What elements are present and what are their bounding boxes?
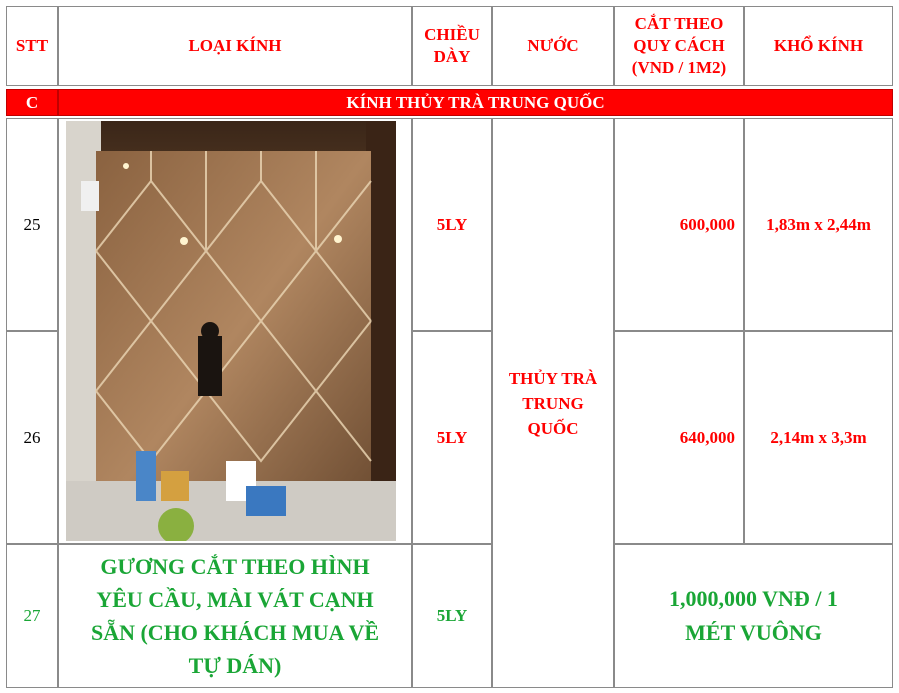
header-stt-text: STT: [15, 36, 49, 55]
section-code: [6, 89, 58, 116]
header-chieu-day: [412, 6, 492, 86]
row-25-size-text: 1,83m x 2,44m: [766, 214, 871, 234]
row-26-price-text: 640,000: [679, 427, 735, 447]
origin-cell: [492, 118, 614, 688]
row-25-price-text: 600,000: [679, 214, 735, 234]
header-cat-line2: QUY CÁCH: [633, 36, 725, 55]
section-title-text: KÍNH THỦY TRÀ TRUNG QUỐC: [346, 92, 605, 112]
row-26-size: [744, 331, 893, 544]
row-27-description: [58, 544, 412, 688]
mirror-wall-photo: [66, 121, 396, 541]
row-25-stt-text: 25: [23, 214, 41, 234]
header-cat-theo-quy-cach: [614, 6, 744, 86]
header-chieu-day-line1: CHIỀU: [424, 25, 480, 44]
row-27-stt: [6, 544, 58, 688]
header-loai-kinh-text: LOẠI KÍNH: [188, 36, 282, 55]
header-nuoc: [492, 6, 614, 86]
row-27-desc-line4: TỰ DÁN): [188, 653, 282, 678]
row-27-stt-text: 27: [23, 606, 41, 625]
header-loai-kinh: [58, 6, 412, 86]
row-27-thickness-text: 5LY: [436, 606, 468, 625]
row-26-thickness: [412, 331, 492, 544]
row-27-desc-line1: GƯƠNG CẮT THEO HÌNH: [100, 554, 370, 579]
header-nuoc-text: NƯỚC: [527, 36, 579, 55]
row-25-thickness: [412, 118, 492, 331]
header-cat-line3: (VND / 1M2): [631, 58, 727, 77]
mirror-wall-image: [66, 121, 396, 541]
header-kho-kinh: [744, 6, 893, 86]
row-27-desc-line3: SẴN (CHO KHÁCH MUA VỀ: [90, 620, 380, 645]
row-27-thickness: [412, 544, 492, 688]
header-cat-line1: CẮT THEO: [634, 14, 724, 33]
origin-line1: THỦY TRÀ: [508, 368, 598, 388]
row-27-desc-line2: YÊU CẦU, MÀI VÁT CẠNH: [96, 587, 374, 612]
row-26-stt-text: 26: [23, 427, 41, 447]
origin-line3: QUỐC: [527, 418, 579, 438]
row-26-price: [614, 331, 744, 544]
row-27-price-line2: MÉT VUÔNG: [685, 620, 822, 645]
section-title: [58, 89, 893, 116]
header-chieu-day-line2: DÀY: [433, 47, 471, 66]
header-kho-kinh-text: KHỔ KÍNH: [773, 36, 864, 55]
header-stt: [6, 6, 58, 86]
section-code-text: C: [25, 92, 39, 112]
row-25-size: [744, 118, 893, 331]
row-27-price-line1: 1,000,000 VNĐ / 1: [669, 586, 838, 611]
row-25-price: [614, 118, 744, 331]
row-26-thickness-text: 5LY: [436, 427, 468, 447]
origin-line2: TRUNG: [522, 393, 584, 413]
row-27-price: [614, 544, 893, 688]
row-25-thickness-text: 5LY: [436, 214, 468, 234]
row-26-size-text: 2,14m x 3,3m: [770, 427, 867, 447]
row-25-stt: [6, 118, 58, 331]
row-26-stt: [6, 331, 58, 544]
